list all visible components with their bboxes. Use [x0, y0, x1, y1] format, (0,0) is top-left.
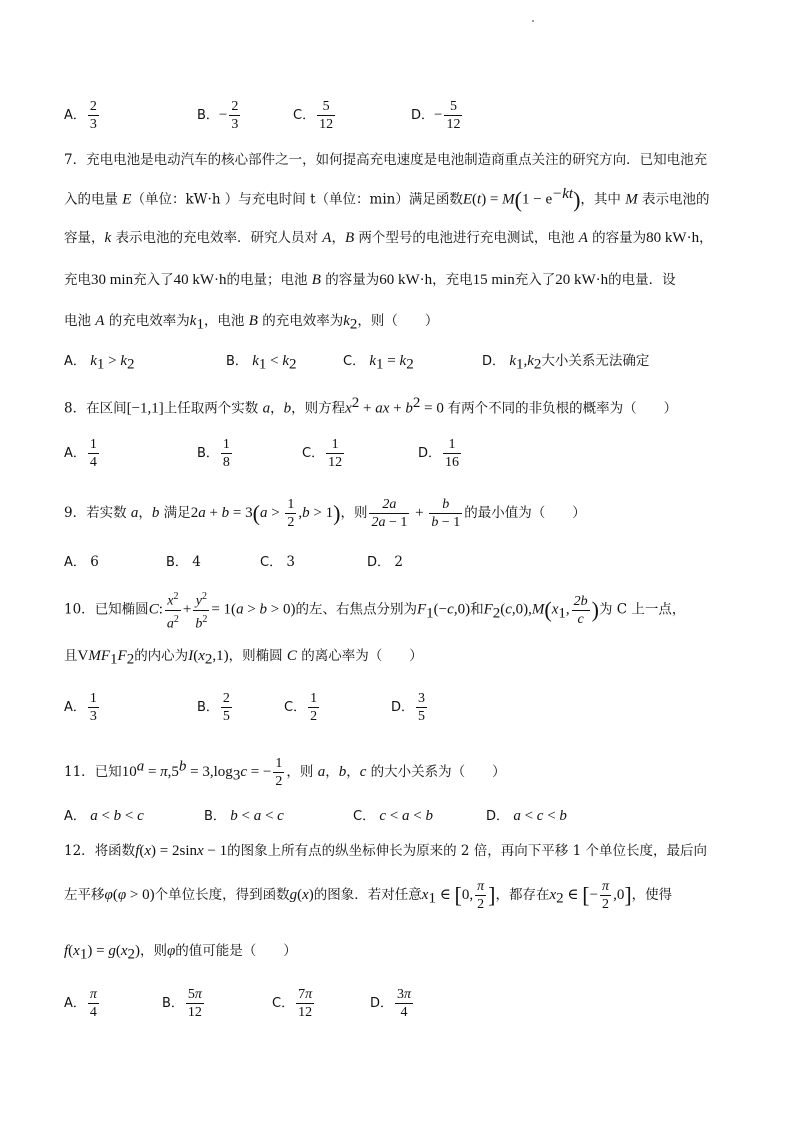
- q6-a-fraction: $\frac{2}{3}$: [89, 99, 97, 132]
- q8-option-b[interactable]: B． $\frac{1}{8}$: [197, 437, 230, 470]
- q10-line-1: 10．已知椭圆C: $\frac{x^2}{a^2}$ + $\frac{y^2}{b^2}$ = 1(a > b > 0)的左、右焦点分别为$F_1(-c,0)$和$F_2(c,0),M(x_1$, $\frac{2b}{c}$ )为 C 上一点，: [64, 588, 685, 632]
- q6-d-fraction: $\frac{5}{12}$: [446, 99, 461, 132]
- q12-option-d[interactable]: D． $\frac{3\pi}{4}$: [370, 987, 412, 1020]
- q7-line-3: 容量，k 表示电池的充电效率．研究人员对 A，B 两个型号的电池进行充电测试，电池 A 的容量为80 kW·h，: [64, 230, 713, 246]
- q7-line-2: 入的电量 E（单位：kW·h ）与充电时间 t（单位：min）满足函数$E(t) = M(1 - e^{-kt})$，其中 M 表示电池的: [64, 186, 710, 212]
- q10-option-d[interactable]: D． $\frac{3}{5}$: [391, 691, 426, 724]
- q7-line-4: 充电30 min充入了40 kW·h的电量；电池 B 的容量为60 kW·h，充电15 min充入了20 kW·h的电量．设: [64, 272, 676, 288]
- q11-option-c[interactable]: C． c < a < b: [353, 808, 433, 824]
- q8-stem: 8．在区间[−1,1]上任取两个实数 a，b，则方程$x^2$ + ax + $b^2 = 0$ 有两个不同的非负根的概率为（ ）: [64, 395, 678, 417]
- q8-option-a[interactable]: A． $\frac{1}{4}$: [64, 437, 97, 470]
- q10-line-2: 且$VMF_1F_2$的内心为$I(x_2,1)$，则椭圆 C 的离心率为（ ）: [64, 648, 423, 668]
- q9-option-d[interactable]: D． 2: [367, 554, 403, 570]
- q10-option-c[interactable]: C． $\frac{1}{2}$: [284, 691, 318, 724]
- q9-option-b[interactable]: B． 4: [166, 554, 201, 570]
- scan-dot: [532, 20, 534, 22]
- q12-option-a[interactable]: A． $\frac{\pi}{4}$: [64, 987, 97, 1020]
- q11-option-b[interactable]: B． b < a < c: [204, 808, 284, 824]
- q7-option-d[interactable]: D． $k_1,k_2$大小关系无法确定: [482, 353, 650, 373]
- q12-line-2: 左平移φ(φ > 0)个单位长度，得到函数g(x)的图象．若对任意$x_1$ ∈ [0, $\frac{\pi}{2}$ ]，都存在$x_2$ ∈ [− $\frac{\pi}{2}$ ,0]，使得: [64, 879, 673, 912]
- q11-stem: 11．已知$10^a = \pi,5^b = 3,\log_3c$ = − $\frac{1}{2}$ ，则 a，b，c 的大小关系为（ ）: [64, 756, 506, 789]
- q8-option-d[interactable]: D． $\frac{1}{16}$: [418, 437, 460, 470]
- q12-option-b[interactable]: B． $\frac{5\pi}{12}$: [162, 987, 202, 1020]
- q9-option-c[interactable]: C． 3: [260, 554, 295, 570]
- q12-line-3: $f(x_1) = g(x_2)$，则φ的值可能是（ ）: [64, 943, 297, 963]
- q6-b-fraction: $\frac{2}{3}$: [231, 99, 239, 132]
- q7-line-1: 7．充电电池是电动汽车的核心部件之一，如何提高充电速度是电池制造商重点关注的研究方向．已知电池充: [64, 152, 708, 168]
- q12-option-c[interactable]: C． $\frac{7\pi}{12}$: [272, 987, 313, 1020]
- q7-option-b[interactable]: B． $k_1 < k_2$: [226, 353, 297, 373]
- q9-stem: 9．若实数 a，b 满足2a + b = 3(a > $\frac{1}{2}$ ,b > 1)，则 $\frac{2a}{2a - 1}$ + $\frac{b}{b - 1}$ 的最小值为（ ）: [64, 497, 586, 530]
- q6-option-a[interactable]: A． $\frac{2}{3}$: [64, 99, 97, 132]
- q12-line-1: 12．将函数f(x) = 2sinx − 1的图象上所有点的纵坐标伸长为原来的 2 倍，再向下平移 1 个单位长度，最后向: [64, 843, 707, 859]
- q9-option-a[interactable]: A． 6: [64, 554, 99, 570]
- q11-option-a[interactable]: A． a < b < c: [64, 808, 144, 824]
- q10-option-a[interactable]: A． $\frac{1}{3}$: [64, 691, 97, 724]
- q8-option-c[interactable]: C． $\frac{1}{12}$: [302, 437, 343, 470]
- q6-option-c[interactable]: C． $\frac{5}{12}$: [293, 99, 334, 132]
- q6-c-fraction: $\frac{5}{12}$: [319, 99, 334, 132]
- q7-line-5: 电池 A 的充电效率为$k_1$，电池 B 的充电效率为$k_2$，则（ ）: [64, 313, 439, 333]
- q7-option-c[interactable]: C． $k_1 = k_2$: [343, 353, 414, 373]
- q6-option-b[interactable]: B．− $\frac{2}{3}$: [197, 99, 239, 132]
- q10-option-b[interactable]: B． $\frac{2}{5}$: [197, 691, 230, 724]
- q6-option-d[interactable]: D．− $\frac{5}{12}$: [411, 99, 461, 132]
- q11-option-d[interactable]: D． a < c < b: [486, 808, 567, 824]
- q7-option-a[interactable]: A． $k_1 > k_2$: [64, 353, 135, 373]
